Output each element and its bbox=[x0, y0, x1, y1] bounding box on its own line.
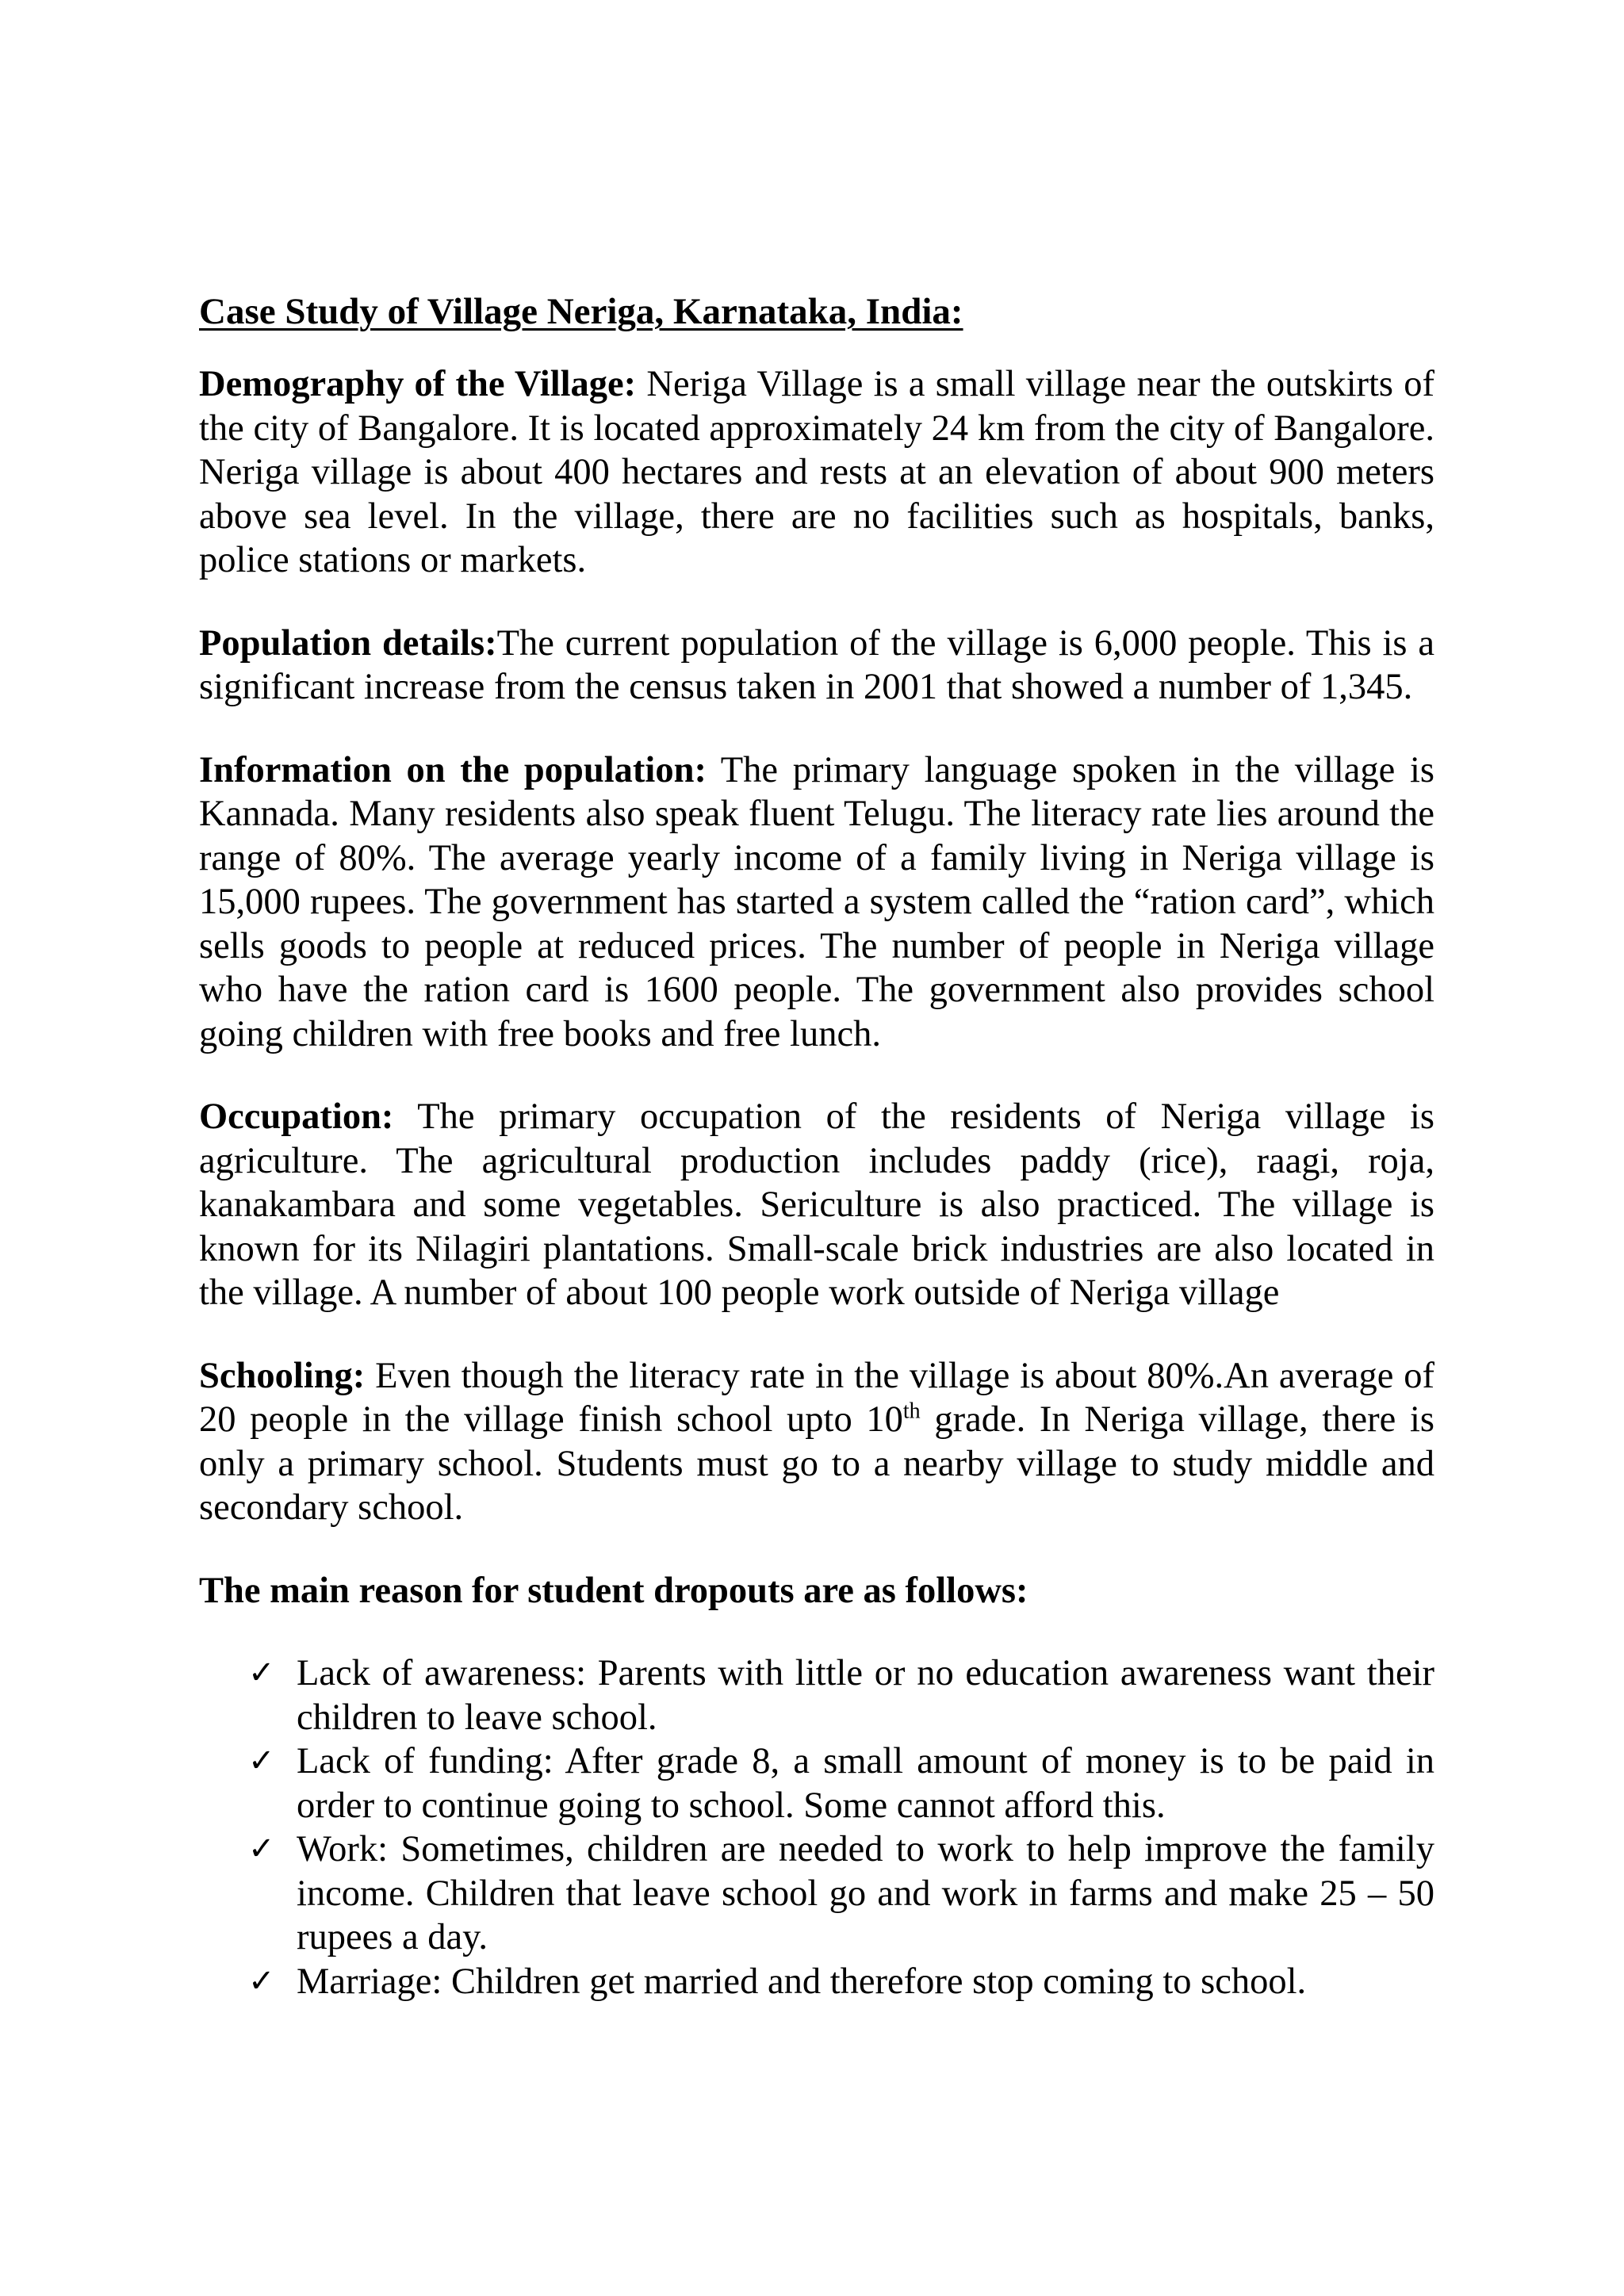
section-heading: Occupation: bbox=[199, 1096, 394, 1138]
section-heading: Information on the population: bbox=[199, 749, 707, 790]
section-text: The current population of the village is 6,000 people. This is a significant increase from the census taken in 2001 that showed a number of 1,345. bbox=[199, 622, 1434, 708]
checkmark-icon: ✓ bbox=[248, 1831, 275, 1868]
list-item bbox=[199, 1651, 1434, 1739]
section-text: Even though the literacy rate in the village is about 80%.An average of 20 people in the village finish school upto 10 bbox=[199, 1355, 1434, 1441]
section-demography bbox=[199, 362, 1434, 583]
section-occupation bbox=[199, 1095, 1434, 1315]
section-text: The primary language spoken in the village is Kannada. Many residents also speak fluent Telugu. The literacy rate lies around the range of 80%. The average yearly income of a family living in Neriga village is 15,000 rupees. The government has started a system called the “ration card”, which sells goods to people at reduced prices. The number of people in Neriga village who have the ration card is 1600 people. The government also provides school going children with free books and free lunch. bbox=[199, 749, 1435, 1054]
section-heading: Schooling: bbox=[199, 1355, 366, 1396]
section-heading: Demography of the Village: bbox=[199, 364, 637, 405]
list-item-text: Work: Sometimes, children are needed to work to help improve the family income. Children that leave school go and work in farms and make 25 – 50 rupees a day. bbox=[297, 1829, 1434, 1958]
superscript-ordinal: th bbox=[902, 1399, 921, 1424]
checkmark-icon: ✓ bbox=[248, 1655, 275, 1692]
section-heading: Population details: bbox=[199, 622, 497, 664]
checkmark-icon: ✓ bbox=[248, 1962, 275, 1999]
dropout-reasons-list bbox=[199, 1651, 1434, 2003]
document-page bbox=[199, 289, 1434, 2003]
list-item-text: Lack of funding: After grade 8, a small amount of money is to be paid in order to continue going to school. Some cannot afford this. bbox=[297, 1741, 1434, 1826]
list-item-text: Lack of awareness: Parents with little or no education awareness want their children to leave school. bbox=[297, 1653, 1434, 1738]
list-item bbox=[199, 1960, 1434, 2004]
dropouts-heading: The main reason for student dropouts are as follows: bbox=[199, 1570, 1028, 1611]
section-schooling bbox=[199, 1354, 1434, 1530]
list-item bbox=[199, 1827, 1434, 1960]
section-text: The primary occupation of the residents of Neriga village is agriculture. The agricultural production includes paddy (rice), raagi, roja, kanakambara and some vegetables. Sericulture is also practiced. The village is known for its Nilagiri plantations. Small-scale brick industries are also located in the village. A number of about 100 people work outside of Neriga village bbox=[199, 1096, 1434, 1314]
document-title: Case Study of Village Neriga, Karnataka, India: bbox=[199, 291, 963, 332]
section-population-information bbox=[199, 748, 1434, 1057]
section-text: Neriga Village is a small village near the outskirts of the city of Bangalore. It is located approximately 24 km from the city of Bangalore. Neriga village is about 400 hectares and rests at an elevation of about 900 meters above sea level. In the village, there are no facilities such as hospitals, banks, police stations or markets. bbox=[199, 364, 1435, 581]
list-item-text: Marriage: Children get married and therefore stop coming to school. bbox=[297, 1961, 1307, 2002]
section-population-details bbox=[199, 622, 1434, 710]
section-text: grade. In Neriga village, there is only a primary school. Students must go to a nearby village to study middle and secondary school. bbox=[199, 1399, 1434, 1529]
checkmark-icon: ✓ bbox=[248, 1743, 275, 1780]
list-item bbox=[199, 1739, 1434, 1827]
